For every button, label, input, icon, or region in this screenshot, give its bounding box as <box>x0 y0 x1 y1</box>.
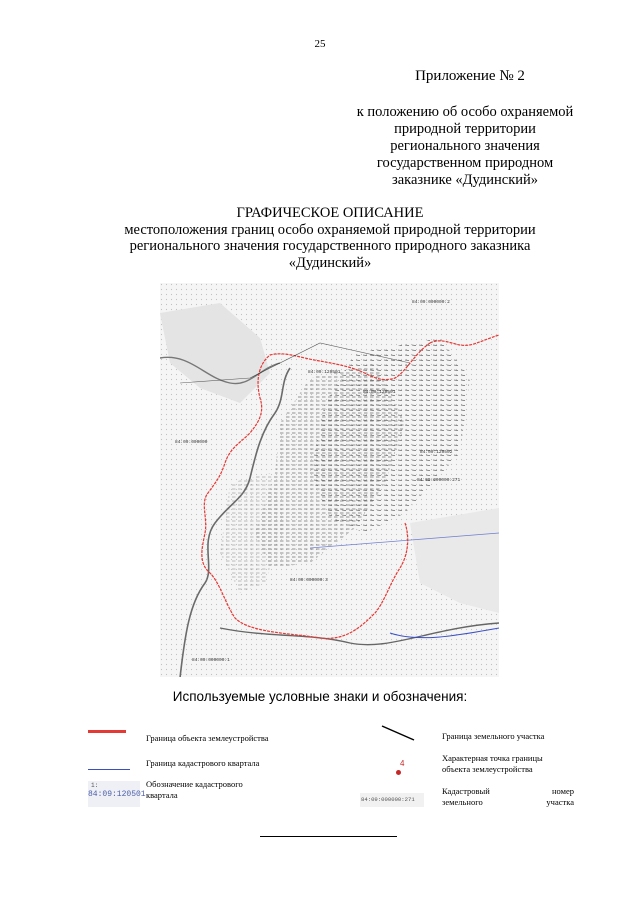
legend-parcel-boundary: Граница земельного участка <box>442 731 545 741</box>
heading-line: регионального значения государственного природного заказника <box>129 238 531 254</box>
map-label: 84:09:000000:2 <box>412 300 450 305</box>
parcel-code-swatch <box>360 793 424 807</box>
cadastral-number-line: Кадастровый номер <box>442 786 574 796</box>
appendix-ref-line: заказнике «Дудинский» <box>391 172 539 188</box>
appendix-reference <box>330 104 600 189</box>
appendix-ref-line: природной территории <box>394 121 536 137</box>
map-label: 84:09:120501 <box>308 370 341 375</box>
map-label: 84:09:120502 <box>420 450 453 455</box>
quarter-code-sample: 84:09:120501 <box>88 790 146 799</box>
quarter-code-tag: 1: <box>91 782 99 789</box>
characteristic-point-line: Характерная точка границы <box>442 753 543 763</box>
appendix-ref-line: государственном природном <box>376 155 554 171</box>
legend-cadastral-number <box>442 786 574 807</box>
legend-quarter-designation: Обозначение кадастрового квартала <box>146 779 243 800</box>
object-boundary-swatch <box>88 730 126 733</box>
map-label: 84:09:000000:271 <box>417 478 461 483</box>
heading-line: «Дудинский» <box>288 254 372 271</box>
legend-title: Используемые условные знаки и обозначения: <box>172 689 468 704</box>
heading-title: ГРАФИЧЕСКОЕ ОПИСАНИЕ <box>236 205 424 221</box>
quarter-boundary-swatch <box>88 769 130 770</box>
footer-divider <box>260 836 397 837</box>
characteristic-point-icon <box>396 770 401 775</box>
legend-object-boundary: Граница объекта землеустройства <box>146 733 269 743</box>
parcel-code-sample: 84:09:000000:271 <box>361 796 415 803</box>
parcel-boundary-swatch <box>380 723 416 743</box>
heading-line: местоположения границ особо охраняемой природной территории <box>124 221 536 238</box>
map-label: 84:09:000000:1 <box>192 658 230 663</box>
reserve-boundary-map <box>160 283 499 677</box>
appendix-ref-line: к положению об особо охраняемой <box>356 104 574 120</box>
point-number-sample: 4 <box>400 759 405 768</box>
quarter-code-swatch <box>88 781 146 807</box>
legend-quarter-boundary: Граница кадастрового квартала <box>146 758 260 768</box>
document-heading <box>100 205 560 271</box>
map-label: 84:09:120501 <box>363 390 396 395</box>
legend-characteristic-point <box>442 753 592 774</box>
appendix-ref-line: регионального значения <box>390 138 540 154</box>
appendix-title: Приложение № 2 <box>415 68 525 84</box>
page-number: 25 <box>314 38 326 50</box>
cadastral-number-line: земельного участка <box>442 796 574 807</box>
characteristic-point-line: объекта землеустройства <box>442 763 533 774</box>
map-drawing <box>160 283 499 677</box>
map-label: 84:09:000000:3 <box>290 578 328 583</box>
map-label: 84:09:000000 <box>175 440 208 445</box>
